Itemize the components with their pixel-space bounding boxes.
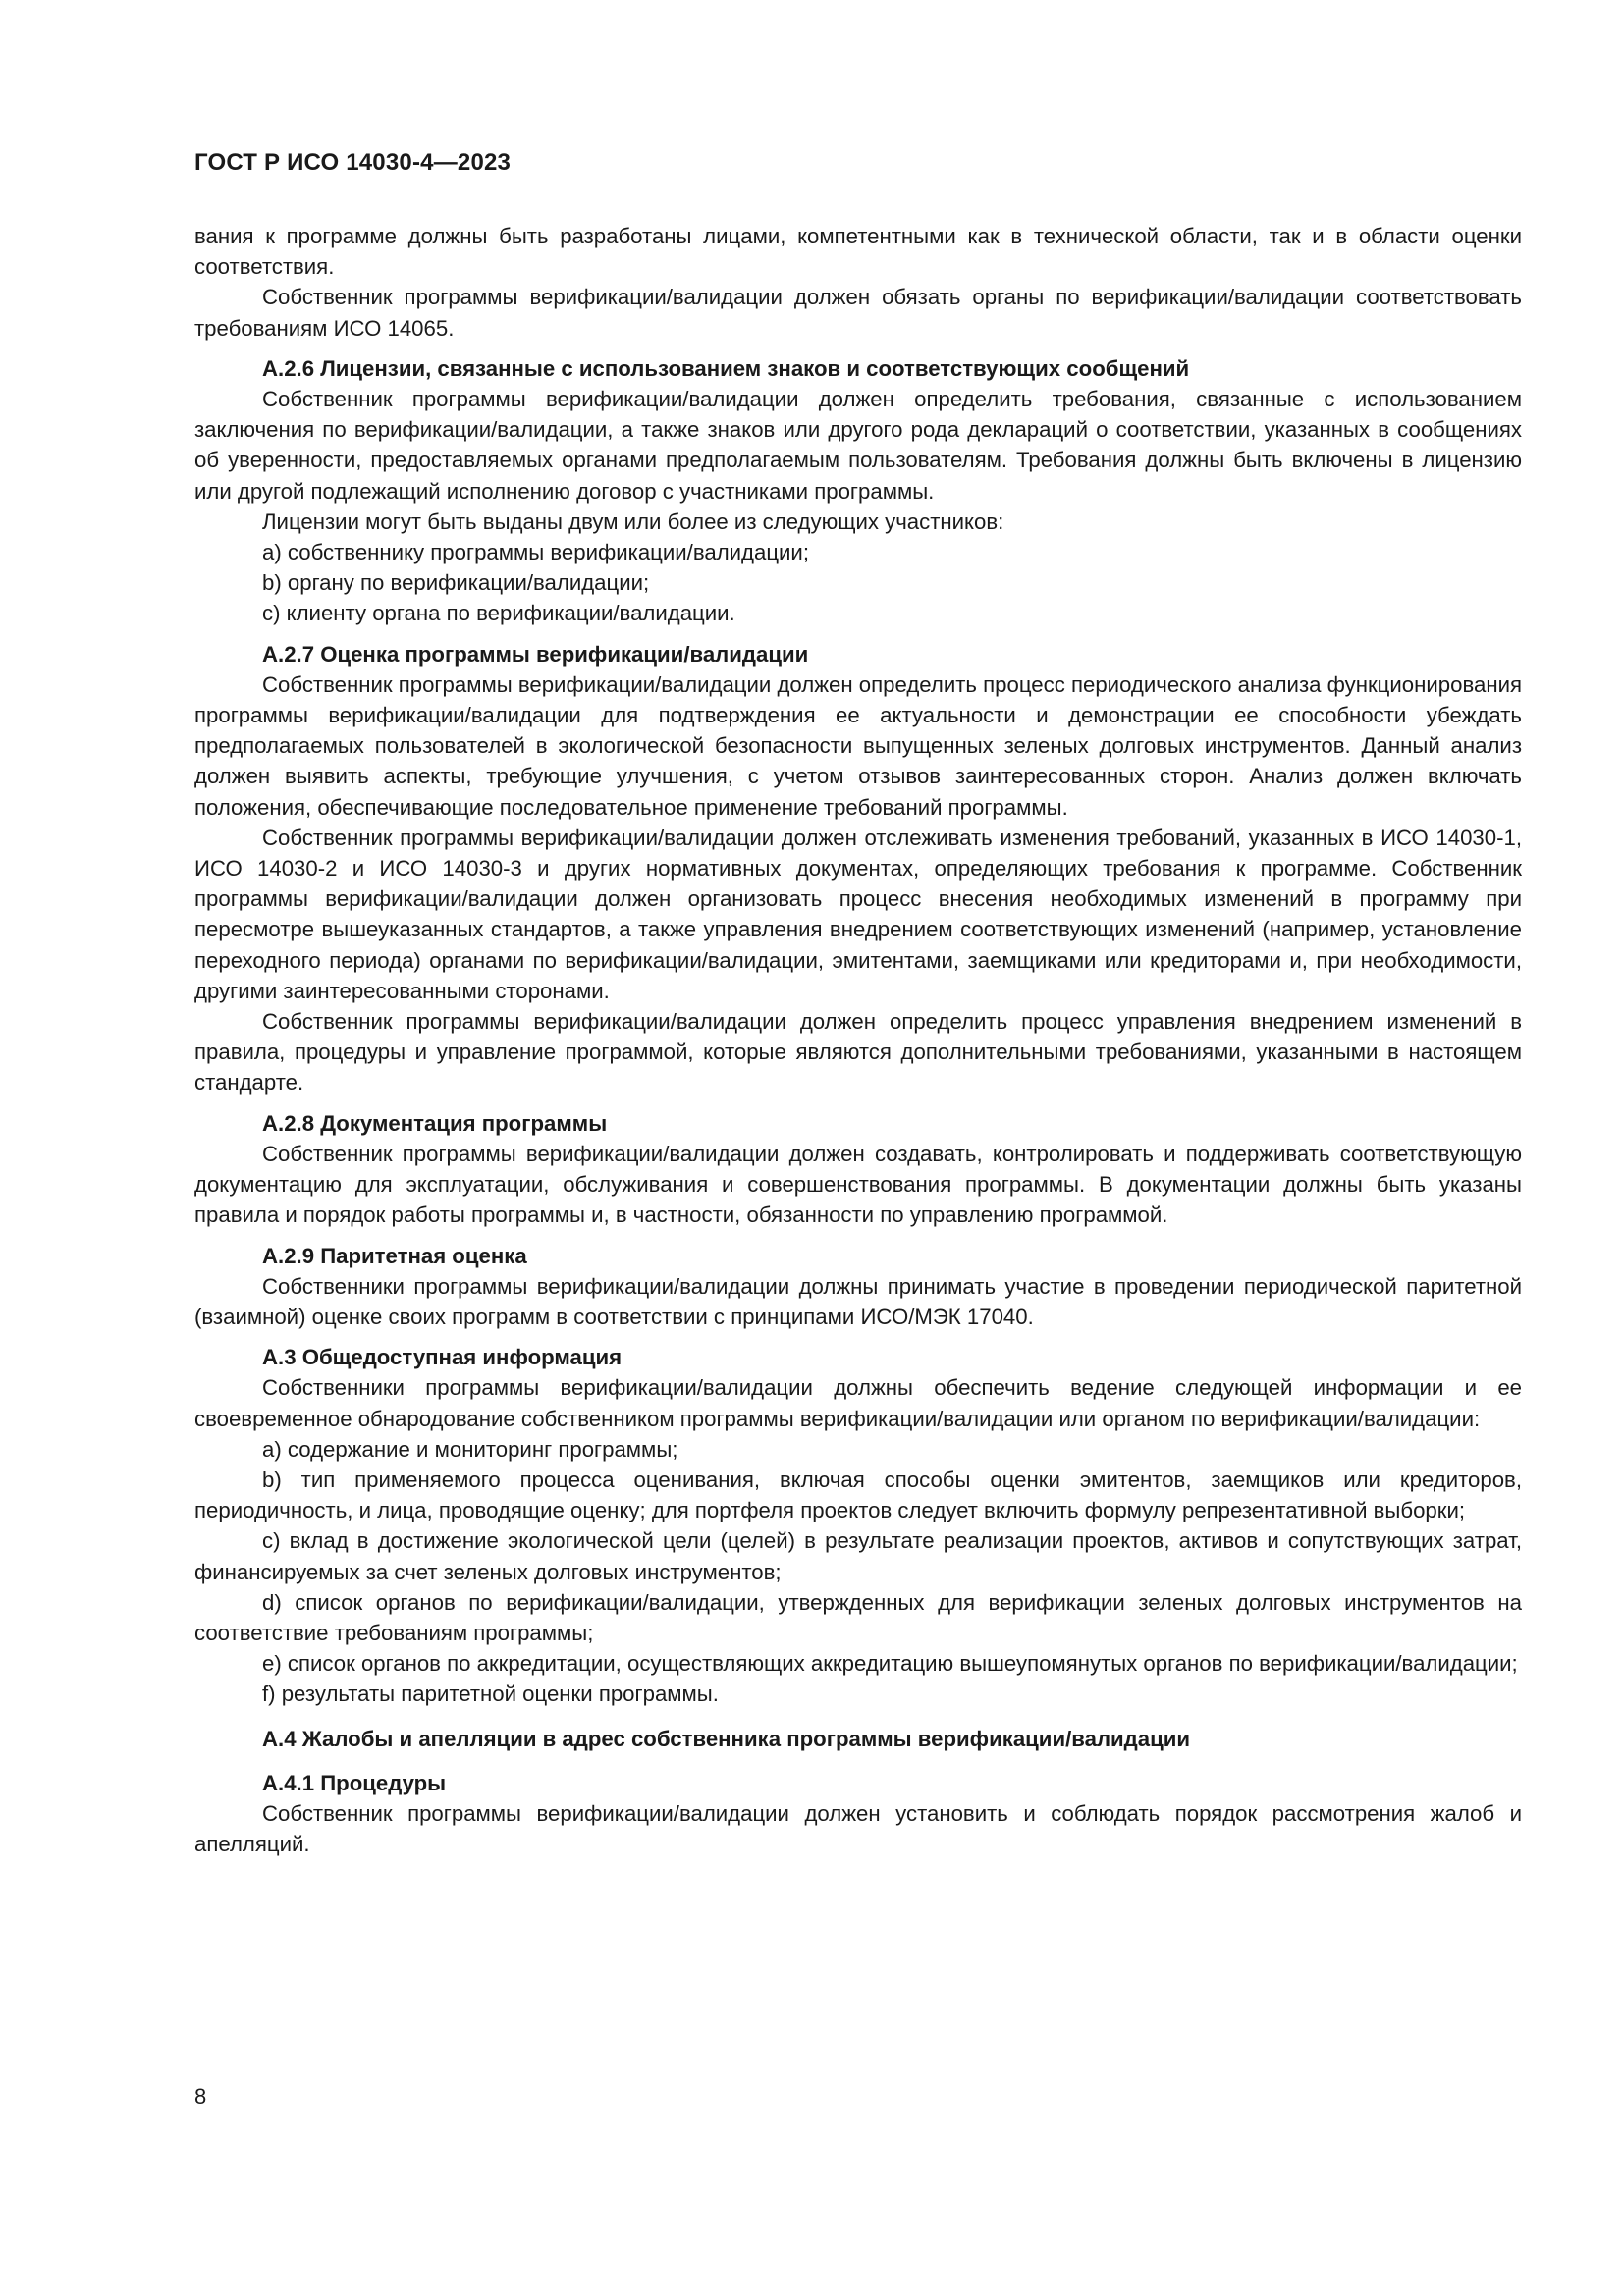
list-item: b) тип применяемого процесса оценивания, включая способы оценки эмитентов, заемщиков или кредиторов, периодичность, и лица, проводящие оценку; для портфеля проектов следует включить формулу репрезентативной выборки; [194,1467,1522,1523]
document-body [194,221,1522,1859]
section-heading: А.2.7 Оценка программы верификации/валидации [262,641,809,667]
paragraph: Лицензии могут быть выданы двум или более из следующих участников: [262,508,1004,534]
paragraph: Собственник программы верификации/валидации должен создавать, контролировать и поддерживать соответствующую документацию для эксплуатации, обслуживания и совершенствования программы. В документации должны быть указаны правила и порядок работы программы и, в частности, обязанности по управлению программой. [194,1141,1522,1228]
list-item: a) содержание и мониторинг программы; [262,1436,678,1462]
paragraph: Собственники программы верификации/валидации должны обеспечить ведение следующей информации и ее своевременное обнародование собственником программы верификации/валидации или органом по верификации/валидации: [194,1375,1522,1431]
paragraph: Собственник программы верификации/валидации должен установить и соблюдать порядок рассмотрения жалоб и апелляций. [194,1800,1522,1857]
section-heading: А.2.8 Документация программы [262,1110,608,1136]
section-heading: А.2.6 Лицензии, связанные с использованием знаков и соответствующих сообщений [262,355,1190,381]
page-number: 8 [194,2084,207,2109]
section-heading: А.3 Общедоступная информация [262,1345,623,1370]
list-item: e) список органов по аккредитации, осуществляющих аккредитацию вышеупомянутых органов по верификации/валидации; [262,1651,1518,1677]
paragraph: вания к программе должны быть разработаны лицами, компетентными как в технической области, так и в области оценки соответствия. [194,224,1522,280]
list-item: c) клиенту органа по верификации/валидации. [262,601,735,626]
list-item: a) собственнику программы верификации/валидации; [262,540,809,565]
list-item: c) вклад в достижение экологической цели (целей) в результате реализации проектов, активов и сопутствующих затрат, финансируемых за счет зеленых долговых инструментов; [194,1528,1522,1584]
section-heading: А.2.9 Паритетная оценка [262,1243,527,1268]
paragraph: Собственник программы верификации/валидации должен обязать органы по верификации/валидации соответствовать требованиям ИСО 14065. [194,285,1522,341]
paragraph: Собственник программы верификации/валидации должен определить процесс периодического анализа функционирования программы верификации/валидации для подтверждения ее актуальности и демонстрации ее способности убеждать предполагаемых пользователей в экологической безопасности выпущенных зеленых долговых инструментов. Данный анализ должен выявить аспекты, требующие улучшения, с учетом отзывов заинтересованных сторон. Анализ должен включать положения, обеспечивающие последовательное применение требований программы. [194,671,1522,820]
list-item: b) органу по верификации/валидации; [262,570,650,596]
list-item: d) список органов по верификации/валидации, утвержденных для верификации зеленых долговых инструментов на соответствие требованиям программы; [194,1589,1522,1645]
paragraph: Собственник программы верификации/валидации должен отслеживать изменения требований, указанных в ИСО 14030-1, ИСО 14030-2 и ИСО 14030-3 и других нормативных документах, определяющих требования к программе. Собственник программы верификации/валидации должен организовать процесс внесения необходимых изменений в программу при пересмотре вышеуказанных стандартов, а также управления внедрением соответствующих изменений (например, установление переходного периода) органами по верификации/валидации, эмитентами, заемщиками или кредиторами и, при необходимости, другими заинтересованными сторонами. [194,825,1522,1003]
section-heading: А.4.1 Процедуры [262,1770,447,1795]
paragraph: Собственник программы верификации/валидации должен определить процесс управления внедрением изменений в правила, процедуры и управление программой, которые являются дополнительными требованиями, указанными в настоящем стандарте. [194,1009,1522,1095]
paragraph: Собственник программы верификации/валидации должен определить требования, связанные с использованием заключения по верификации/валидации, а также знаков или другого рода деклараций о соответствии, указанных в сообщениях об уверенности, предоставляемых органами предполагаемым пользователям. Требования должны быть включены в лицензию или другой подлежащий исполнению договор с участниками программы. [194,387,1522,504]
document-header: ГОСТ Р ИСО 14030-4—2023 [194,149,512,176]
list-item: f) результаты паритетной оценки программы. [262,1682,719,1707]
paragraph: Собственники программы верификации/валидации должны принимать участие в проведении периодической паритетной (взаимной) оценке своих программ в соответствии с принципами ИСО/МЭК 17040. [194,1273,1522,1329]
section-heading: А.4 Жалобы и апелляции в адрес собственника программы верификации/валидации [262,1726,1191,1751]
